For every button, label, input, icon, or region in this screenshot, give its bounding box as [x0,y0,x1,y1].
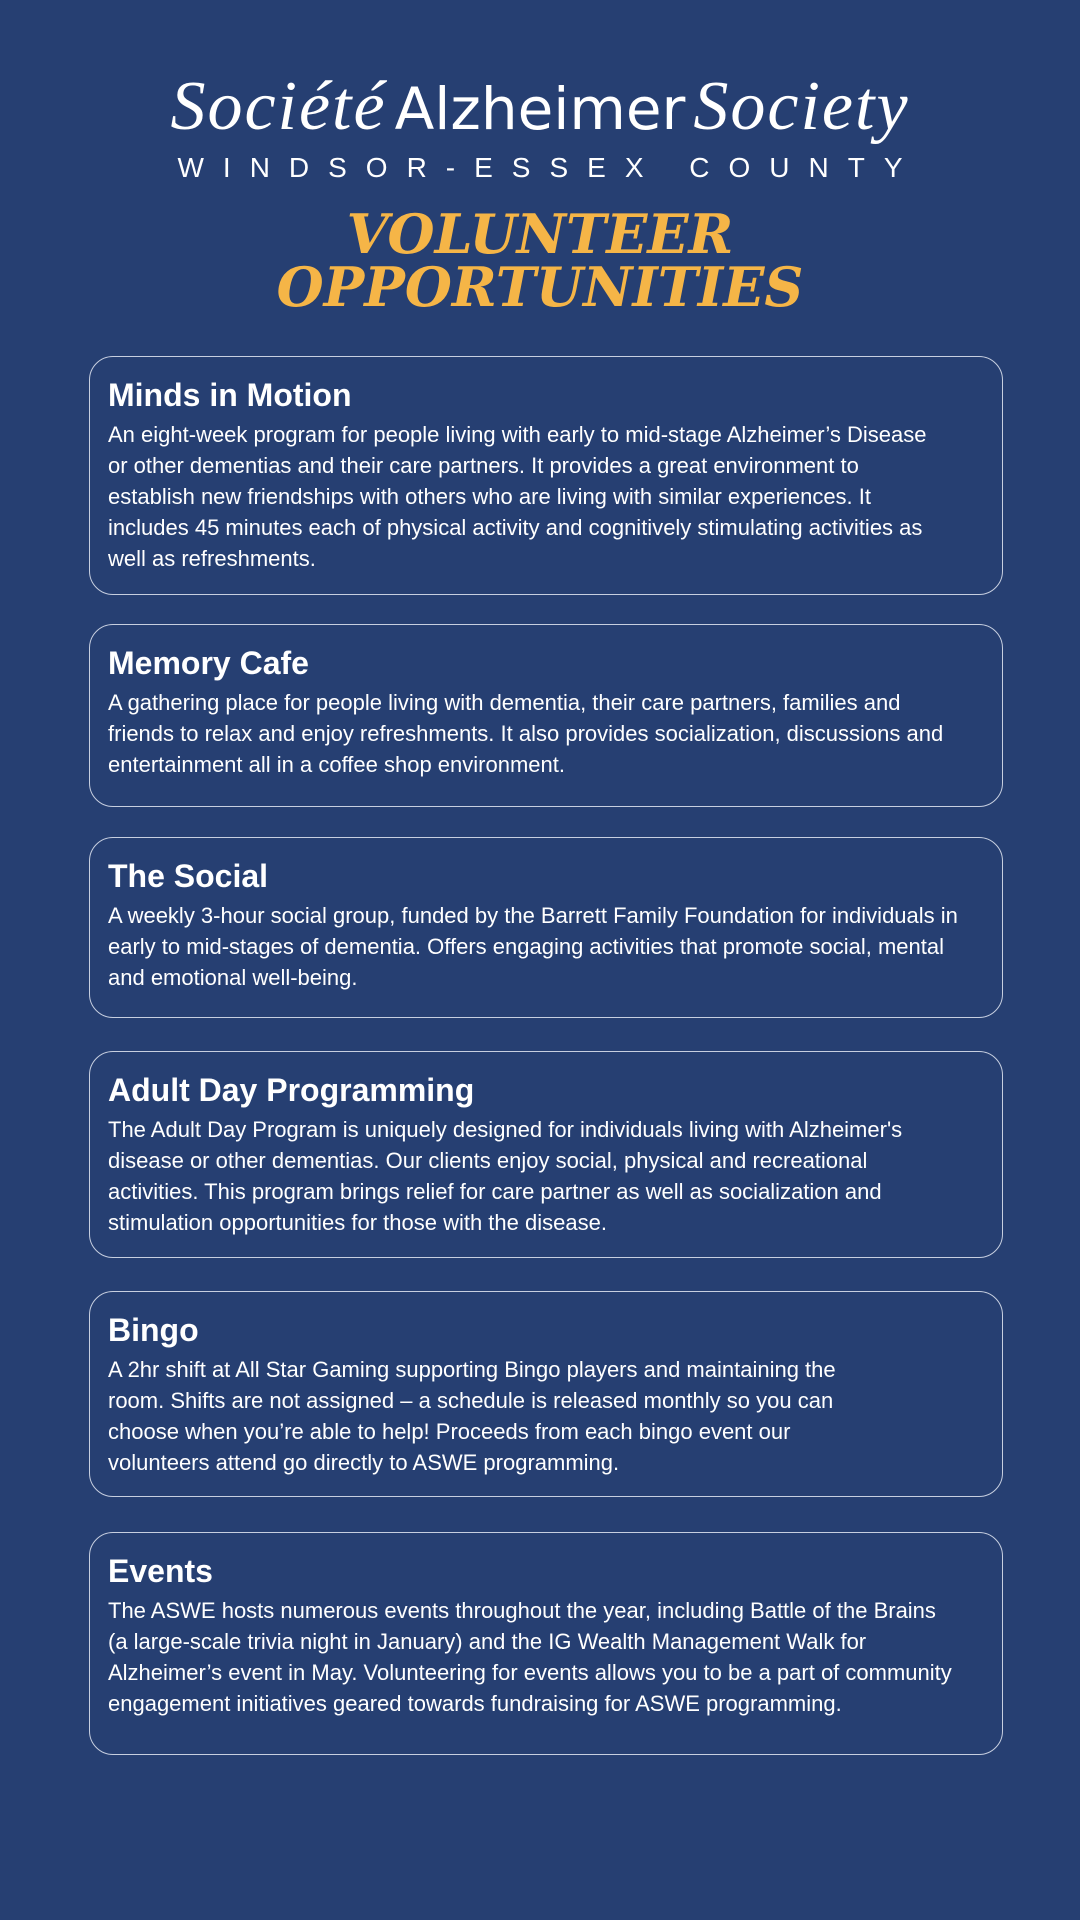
opportunity-description: A 2hr shift at All Star Gaming supporting Bingo players and maintaining the room. Shifts are not assigned – a schedule is released monthly so you can choose when you’re able to help! Proceeds from each bingo event our volunteers attend go directly to ASWE programming. [108,1357,836,1475]
opportunity-heading: The Social [108,858,269,894]
opportunity-card-bingo [89,1291,1003,1497]
logo-french-word: Société [170,68,387,145]
opportunity-card-minds-in-motion [89,356,1003,595]
opportunity-heading: Memory Cafe [108,645,309,681]
opportunity-description: An eight-week program for people living with early to mid-stage Alzheimer’s Disease or other dementias and their care partners. It provides a great environment to establish new friendships with others who are living with similar experiences. It includes 45 minutes each of physical activity and cognitively stimulating activities as well as refreshments. [108,422,927,571]
page-title-line-2: OPPORTUNITIES [276,255,804,319]
logo-english-word: Society [693,68,910,145]
opportunity-heading: Bingo [108,1312,199,1348]
opportunity-description: A weekly 3-hour social group, funded by the Barrett Family Foundation for individuals in early to mid-stages of dementia. Offers engaging activities that promote social, mental and emotional well-being. [108,903,958,990]
opportunity-description: A gathering place for people living with dementia, their care partners, families and friends to relax and enjoy refreshments. It also provides socialization, discussions and entertainment all in a coffee shop environment. [108,690,944,777]
opportunity-description: The ASWE hosts numerous events throughout the year, including Battle of the Brains (a large-scale trivia night in January) and the IG Wealth Management Walk for Alzheimer’s event in May. Volunteering for events allows you to be a part of community engagement initiatives geared towards fundraising for ASWE programming. [108,1598,952,1716]
opportunity-card-the-social [89,837,1003,1018]
page-title [0,202,1080,319]
opportunity-heading: Minds in Motion [108,377,352,413]
opportunity-card-memory-cafe [89,624,1003,807]
opportunity-card-events [89,1532,1003,1755]
opportunity-heading: Events [108,1553,213,1589]
opportunity-description: The Adult Day Program is uniquely designed for individuals living with Alzheimer's disease or other dementias. Our clients enjoy social, physical and recreational activities. This program brings relief for care partner as well as socialization and stimulation opportunities for those with the disease. [108,1117,903,1235]
logo-region: WINDSOR-ESSEX COUNTY [177,152,922,183]
opportunity-heading: Adult Day Programming [108,1072,475,1108]
logo-name-line [0,68,1080,146]
opportunity-card-adult-day-programming [89,1051,1003,1258]
logo-alzheimer-word: Alzheimer [394,75,686,143]
page-title-line-1: VOLUNTEER [346,202,734,266]
society-logo [0,68,1080,183]
